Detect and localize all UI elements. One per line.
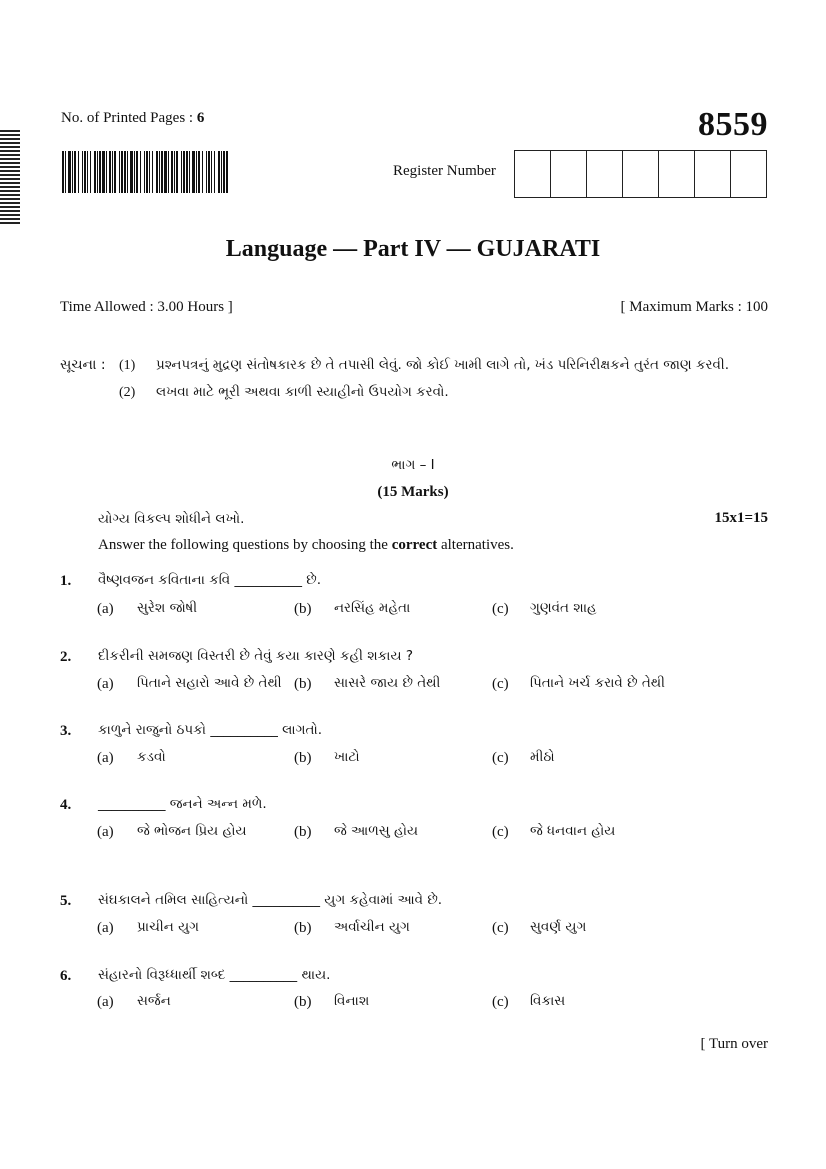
question-text: __________ જનને અન્ન મળે.: [98, 796, 267, 812]
option-label: (c): [492, 824, 509, 840]
option-text[interactable]: જે ધનવાન હોય: [530, 823, 616, 839]
instruction-english-end: alternatives.: [437, 537, 514, 553]
option-label: (c): [492, 601, 509, 617]
question-number: 4.: [60, 797, 72, 813]
paper-title: Language — Part IV — GUJARATI: [225, 236, 601, 262]
option-text[interactable]: જે આળસુ હોય: [334, 823, 419, 839]
option-label: (b): [294, 824, 312, 840]
option-label: (a): [97, 824, 114, 840]
section-score: 15x1=15: [714, 510, 768, 526]
instruction-text: પ્રશ્નપત્રનું મુદ્રણ સંતોષકારક છે તે તપાસી લેવું. જો કોઈ ખામી લાગે તો, ખંડ પરિનિરીક્ષકને તુરંત જાણ કરવી.: [156, 357, 730, 373]
option-label: (b): [294, 994, 312, 1010]
option-text[interactable]: વિનાશ: [334, 993, 370, 1009]
option-text[interactable]: કડવો: [137, 749, 166, 765]
option-label: (a): [97, 676, 114, 692]
option-label: (a): [97, 994, 114, 1010]
question-text: સંઘકાલને તમિલ સાહિત્યનો __________ યુગ કહેવામાં આવે છે.: [98, 892, 443, 908]
option-text[interactable]: સાસરે જાય છે તેથી: [334, 675, 441, 691]
question-number: 5.: [60, 893, 72, 909]
register-number-boxes[interactable]: [514, 150, 767, 198]
part-marks: (15 Marks): [377, 484, 449, 500]
printed-pages-value: 6: [196, 110, 205, 126]
section-instruction-gujarati: યોગ્ય વિકલ્પ શોધીને લખો.: [98, 511, 245, 527]
register-number-label: Register Number: [393, 163, 496, 179]
register-digit-box[interactable]: [623, 151, 659, 197]
option-label: (b): [294, 601, 312, 617]
turn-over-note: [ Turn over: [700, 1036, 768, 1052]
question-number: 3.: [60, 723, 72, 739]
register-digit-box[interactable]: [587, 151, 623, 197]
option-text[interactable]: સુવર્ણ યુગ: [530, 919, 587, 935]
instruction-english-start: Answer the following questions by choosing the: [98, 537, 392, 553]
option-text[interactable]: સર્જન: [137, 993, 171, 1009]
instruction-text: લખવા માટે ભૂરી અથવા કાળી સ્યાહીનો ઉપયોગ કરવો.: [156, 384, 449, 400]
time-allowed: Time Allowed : 3.00 Hours ]: [60, 299, 233, 315]
barcode: [62, 151, 228, 193]
option-text[interactable]: ગુણવંત શાહ: [530, 600, 597, 616]
instructions-label: સૂચના :: [60, 357, 106, 373]
option-label: (c): [492, 676, 509, 692]
option-text[interactable]: નરસિંહ મહેતા: [334, 600, 411, 616]
option-text[interactable]: પિતાને સહારો આવે છે તેથી: [137, 675, 282, 691]
option-text[interactable]: અર્વાચીન યુગ: [334, 919, 410, 935]
option-text[interactable]: વિકાસ: [530, 993, 566, 1009]
part-heading: ભાગ – I: [391, 457, 435, 473]
option-label: (c): [492, 750, 509, 766]
instruction-number: (2): [119, 385, 136, 400]
question-text: સંહારનો વિરૂધ્ધાર્થી શબ્દ __________ થાય.: [98, 967, 331, 983]
printed-pages-label: No. of Printed Pages :: [61, 110, 197, 126]
register-digit-box[interactable]: [659, 151, 695, 197]
section-instruction-english: [98, 537, 514, 554]
question-number: 2.: [60, 649, 72, 665]
option-text[interactable]: મીઠો: [530, 749, 555, 765]
option-text[interactable]: પ્રાચીન યુગ: [137, 919, 199, 935]
option-label: (b): [294, 676, 312, 692]
question-text: દીકરીની સમજણ વિસ્તરી છે તેવું કયા કારણે કહી શકાય ?: [98, 648, 414, 664]
register-digit-box[interactable]: [515, 151, 551, 197]
option-text[interactable]: ખાટો: [334, 749, 360, 765]
printed-pages: [61, 110, 204, 127]
maximum-marks: [ Maximum Marks : 100: [620, 299, 768, 315]
option-label: (a): [97, 601, 114, 617]
option-text[interactable]: જે ભોજન પ્રિય હોય: [137, 823, 247, 839]
question-text: કાળુને રાજુનો ઠપકો __________ લાગતો.: [98, 722, 323, 738]
register-digit-box[interactable]: [731, 151, 766, 197]
paper-code: 8559: [698, 106, 768, 143]
edge-marker: [0, 130, 20, 230]
question-number: 6.: [60, 968, 72, 984]
register-digit-box[interactable]: [551, 151, 587, 197]
question-text: વૈષ્ણવજન કવિતાના કવિ __________ છે.: [98, 572, 322, 588]
instruction-english-bold: correct: [391, 537, 438, 553]
option-label: (a): [97, 750, 114, 766]
option-text[interactable]: સુરેશ જોષી: [137, 600, 198, 616]
question-number: 1.: [60, 573, 72, 589]
option-label: (a): [97, 920, 114, 936]
option-label: (c): [492, 920, 509, 936]
register-digit-box[interactable]: [695, 151, 731, 197]
option-label: (c): [492, 994, 509, 1010]
instruction-number: (1): [119, 358, 136, 373]
option-text[interactable]: પિતાને ખર્ચ કરાવે છે તેથી: [530, 675, 666, 691]
option-label: (b): [294, 750, 312, 766]
option-label: (b): [294, 920, 312, 936]
